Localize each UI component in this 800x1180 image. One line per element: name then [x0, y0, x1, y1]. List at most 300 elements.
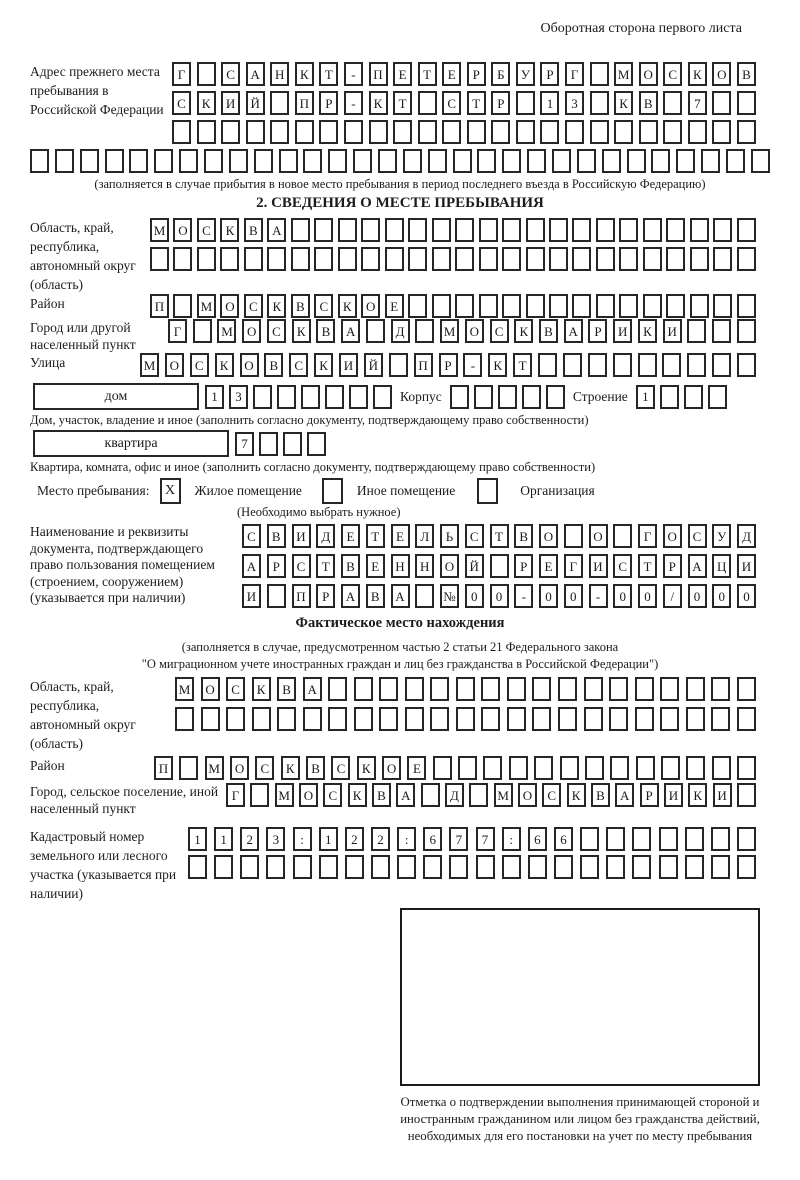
- char-box[interactable]: Е: [391, 524, 410, 548]
- char-box[interactable]: Т: [366, 524, 385, 548]
- char-box[interactable]: М: [205, 756, 224, 780]
- char-box[interactable]: У: [516, 62, 535, 86]
- char-box[interactable]: [129, 149, 148, 173]
- char-box[interactable]: [379, 677, 398, 701]
- char-box[interactable]: [418, 91, 437, 115]
- char-box[interactable]: С: [289, 353, 308, 377]
- char-box[interactable]: [179, 149, 198, 173]
- char-box[interactable]: [204, 149, 223, 173]
- char-box[interactable]: [711, 707, 730, 731]
- char-box[interactable]: [270, 120, 289, 144]
- char-box[interactable]: [737, 247, 756, 271]
- char-box[interactable]: [662, 353, 681, 377]
- char-box[interactable]: [175, 707, 194, 731]
- char-box[interactable]: У: [712, 524, 731, 548]
- char-box[interactable]: В: [341, 554, 360, 578]
- char-box[interactable]: 0: [564, 584, 583, 608]
- char-box[interactable]: [458, 756, 477, 780]
- char-box[interactable]: М: [275, 783, 294, 807]
- char-box[interactable]: [483, 756, 502, 780]
- char-box[interactable]: Т: [316, 554, 335, 578]
- char-box[interactable]: С: [226, 677, 245, 701]
- char-box[interactable]: [613, 353, 632, 377]
- char-box[interactable]: [661, 756, 680, 780]
- char-box[interactable]: М: [217, 319, 236, 343]
- char-box[interactable]: Е: [385, 294, 404, 318]
- char-box[interactable]: [455, 218, 474, 242]
- char-box[interactable]: [173, 294, 192, 318]
- char-box[interactable]: [708, 385, 727, 409]
- char-box[interactable]: [538, 353, 557, 377]
- char-box[interactable]: [481, 677, 500, 701]
- char-box[interactable]: Т: [638, 554, 657, 578]
- char-box[interactable]: О: [299, 783, 318, 807]
- char-box[interactable]: С: [613, 554, 632, 578]
- char-box[interactable]: [253, 385, 272, 409]
- char-box[interactable]: [643, 218, 662, 242]
- char-box[interactable]: 1: [319, 827, 338, 851]
- char-box[interactable]: [353, 149, 372, 173]
- char-box[interactable]: [430, 707, 449, 731]
- char-box[interactable]: [526, 247, 545, 271]
- char-box[interactable]: [266, 855, 285, 879]
- char-box[interactable]: [229, 149, 248, 173]
- char-box[interactable]: А: [303, 677, 322, 701]
- char-box[interactable]: [366, 319, 385, 343]
- char-box[interactable]: [393, 120, 412, 144]
- stay-checkbox-organization[interactable]: [477, 478, 498, 504]
- char-box[interactable]: Е: [366, 554, 385, 578]
- char-box[interactable]: П: [292, 584, 311, 608]
- char-box[interactable]: М: [140, 353, 159, 377]
- char-box[interactable]: [613, 524, 632, 548]
- char-box[interactable]: [277, 385, 296, 409]
- char-box[interactable]: [660, 677, 679, 701]
- char-box[interactable]: [687, 319, 706, 343]
- char-box[interactable]: [737, 783, 756, 807]
- char-box[interactable]: Д: [445, 783, 464, 807]
- char-box[interactable]: Е: [539, 554, 558, 578]
- char-box[interactable]: [602, 149, 621, 173]
- char-box[interactable]: С: [314, 294, 333, 318]
- char-box[interactable]: Е: [393, 62, 412, 86]
- char-box[interactable]: [666, 218, 685, 242]
- char-box[interactable]: [737, 91, 756, 115]
- char-box[interactable]: [660, 707, 679, 731]
- char-box[interactable]: [197, 120, 216, 144]
- char-box[interactable]: [684, 385, 703, 409]
- char-box[interactable]: С: [244, 294, 263, 318]
- char-box[interactable]: [711, 855, 730, 879]
- char-box[interactable]: Р: [467, 62, 486, 86]
- char-box[interactable]: Р: [514, 554, 533, 578]
- char-box[interactable]: [371, 855, 390, 879]
- char-box[interactable]: :: [397, 827, 416, 851]
- char-box[interactable]: И: [663, 319, 682, 343]
- char-box[interactable]: [201, 707, 220, 731]
- char-box[interactable]: К: [295, 62, 314, 86]
- char-box[interactable]: [456, 677, 475, 701]
- char-box[interactable]: [220, 247, 239, 271]
- char-box[interactable]: [712, 756, 731, 780]
- char-box[interactable]: [635, 707, 654, 731]
- char-box[interactable]: Р: [588, 319, 607, 343]
- char-box[interactable]: [361, 218, 380, 242]
- char-box[interactable]: [240, 855, 259, 879]
- char-box[interactable]: О: [201, 677, 220, 701]
- char-box[interactable]: [455, 247, 474, 271]
- char-box[interactable]: [467, 120, 486, 144]
- char-box[interactable]: [639, 120, 658, 144]
- char-box[interactable]: К: [197, 91, 216, 115]
- char-box[interactable]: [516, 120, 535, 144]
- char-box[interactable]: [737, 855, 756, 879]
- char-box[interactable]: [596, 294, 615, 318]
- char-box[interactable]: К: [220, 218, 239, 242]
- char-box[interactable]: [267, 247, 286, 271]
- char-box[interactable]: [172, 120, 191, 144]
- char-box[interactable]: [577, 149, 596, 173]
- char-box[interactable]: [453, 149, 472, 173]
- char-box[interactable]: К: [638, 319, 657, 343]
- char-box[interactable]: П: [369, 62, 388, 86]
- char-box[interactable]: О: [465, 319, 484, 343]
- char-box[interactable]: Д: [391, 319, 410, 343]
- char-box[interactable]: [254, 149, 273, 173]
- char-box[interactable]: [711, 827, 730, 851]
- char-box[interactable]: [690, 294, 709, 318]
- char-box[interactable]: [214, 855, 233, 879]
- char-box[interactable]: [279, 149, 298, 173]
- char-box[interactable]: [403, 149, 422, 173]
- char-box[interactable]: [408, 294, 427, 318]
- char-box[interactable]: [405, 677, 424, 701]
- char-box[interactable]: О: [712, 62, 731, 86]
- char-box[interactable]: [737, 294, 756, 318]
- char-box[interactable]: [502, 218, 521, 242]
- char-box[interactable]: [507, 677, 526, 701]
- char-box[interactable]: [250, 783, 269, 807]
- char-box[interactable]: Д: [737, 524, 756, 548]
- char-box[interactable]: С: [242, 524, 261, 548]
- char-box[interactable]: [690, 247, 709, 271]
- char-box[interactable]: [405, 707, 424, 731]
- char-box[interactable]: [197, 62, 216, 86]
- char-box[interactable]: С: [323, 783, 342, 807]
- char-box[interactable]: [737, 353, 756, 377]
- char-box[interactable]: [449, 855, 468, 879]
- char-box[interactable]: Г: [226, 783, 245, 807]
- char-box[interactable]: [619, 247, 638, 271]
- char-box[interactable]: -: [463, 353, 482, 377]
- char-box[interactable]: [526, 218, 545, 242]
- char-box[interactable]: В: [737, 62, 756, 86]
- char-box[interactable]: [610, 756, 629, 780]
- char-box[interactable]: 0: [737, 584, 756, 608]
- char-box[interactable]: [532, 707, 551, 731]
- char-box[interactable]: Е: [442, 62, 461, 86]
- char-box[interactable]: 2: [371, 827, 390, 851]
- char-box[interactable]: [614, 120, 633, 144]
- char-box[interactable]: [221, 120, 240, 144]
- char-box[interactable]: К: [281, 756, 300, 780]
- char-box[interactable]: -: [589, 584, 608, 608]
- char-box[interactable]: С: [490, 319, 509, 343]
- char-box[interactable]: [638, 353, 657, 377]
- char-box[interactable]: [609, 677, 628, 701]
- char-box[interactable]: [663, 120, 682, 144]
- char-box[interactable]: [596, 247, 615, 271]
- char-box[interactable]: [344, 120, 363, 144]
- char-box[interactable]: 0: [539, 584, 558, 608]
- char-box[interactable]: [361, 247, 380, 271]
- char-box[interactable]: 3: [565, 91, 584, 115]
- char-box[interactable]: [450, 385, 469, 409]
- char-box[interactable]: [408, 218, 427, 242]
- char-box[interactable]: [378, 149, 397, 173]
- char-box[interactable]: [632, 827, 651, 851]
- char-box[interactable]: [713, 294, 732, 318]
- char-box[interactable]: [686, 756, 705, 780]
- char-box[interactable]: 1: [214, 827, 233, 851]
- char-box[interactable]: [498, 385, 517, 409]
- char-box[interactable]: [301, 385, 320, 409]
- char-box[interactable]: Н: [270, 62, 289, 86]
- char-box[interactable]: 1: [205, 385, 224, 409]
- char-box[interactable]: [558, 707, 577, 731]
- char-box[interactable]: К: [567, 783, 586, 807]
- char-box[interactable]: А: [391, 584, 410, 608]
- char-box[interactable]: С: [221, 62, 240, 86]
- char-box[interactable]: [479, 218, 498, 242]
- char-box[interactable]: [580, 827, 599, 851]
- char-box[interactable]: [643, 294, 662, 318]
- char-box[interactable]: [596, 218, 615, 242]
- char-box[interactable]: В: [316, 319, 335, 343]
- char-box[interactable]: [293, 855, 312, 879]
- char-box[interactable]: [319, 120, 338, 144]
- char-box[interactable]: 2: [345, 827, 364, 851]
- char-box[interactable]: И: [589, 554, 608, 578]
- char-box[interactable]: В: [539, 319, 558, 343]
- char-box[interactable]: Р: [640, 783, 659, 807]
- char-box[interactable]: 0: [490, 584, 509, 608]
- char-box[interactable]: [455, 294, 474, 318]
- char-box[interactable]: [737, 756, 756, 780]
- char-box[interactable]: [432, 294, 451, 318]
- char-box[interactable]: М: [197, 294, 216, 318]
- char-box[interactable]: Р: [316, 584, 335, 608]
- char-box[interactable]: [701, 149, 720, 173]
- char-box[interactable]: [328, 677, 347, 701]
- char-box[interactable]: И: [242, 584, 261, 608]
- char-box[interactable]: -: [344, 62, 363, 86]
- char-box[interactable]: [369, 120, 388, 144]
- char-box[interactable]: [584, 707, 603, 731]
- char-box[interactable]: [385, 247, 404, 271]
- char-box[interactable]: К: [357, 756, 376, 780]
- char-box[interactable]: [659, 855, 678, 879]
- char-box[interactable]: О: [663, 524, 682, 548]
- char-box[interactable]: А: [246, 62, 265, 86]
- char-box[interactable]: [267, 584, 286, 608]
- char-box[interactable]: [491, 120, 510, 144]
- char-box[interactable]: [549, 294, 568, 318]
- char-box[interactable]: [712, 319, 731, 343]
- char-box[interactable]: [635, 677, 654, 701]
- char-box[interactable]: [585, 756, 604, 780]
- char-box[interactable]: Н: [415, 554, 434, 578]
- char-box[interactable]: [442, 120, 461, 144]
- char-box[interactable]: [643, 247, 662, 271]
- char-box[interactable]: М: [175, 677, 194, 701]
- char-box[interactable]: 6: [554, 827, 573, 851]
- char-box[interactable]: 3: [229, 385, 248, 409]
- char-box[interactable]: [423, 855, 442, 879]
- char-box[interactable]: №: [440, 584, 459, 608]
- char-box[interactable]: -: [344, 91, 363, 115]
- char-box[interactable]: [552, 149, 571, 173]
- char-box[interactable]: М: [150, 218, 169, 242]
- char-box[interactable]: М: [494, 783, 513, 807]
- stay-checkbox-other-premises[interactable]: [322, 478, 343, 504]
- char-box[interactable]: [676, 149, 695, 173]
- char-box[interactable]: [259, 432, 278, 456]
- char-box[interactable]: [30, 149, 49, 173]
- char-box[interactable]: [713, 247, 732, 271]
- char-box[interactable]: 7: [688, 91, 707, 115]
- char-box[interactable]: [686, 707, 705, 731]
- char-box[interactable]: К: [514, 319, 533, 343]
- char-box[interactable]: 0: [638, 584, 657, 608]
- char-box[interactable]: [549, 218, 568, 242]
- char-box[interactable]: [373, 385, 392, 409]
- char-box[interactable]: [283, 432, 302, 456]
- char-box[interactable]: К: [688, 783, 707, 807]
- char-box[interactable]: [345, 855, 364, 879]
- char-box[interactable]: С: [663, 62, 682, 86]
- char-box[interactable]: О: [230, 756, 249, 780]
- char-box[interactable]: [188, 855, 207, 879]
- char-box[interactable]: 2: [240, 827, 259, 851]
- char-box[interactable]: 0: [712, 584, 731, 608]
- char-box[interactable]: [303, 707, 322, 731]
- char-box[interactable]: [619, 218, 638, 242]
- char-box[interactable]: С: [688, 524, 707, 548]
- char-box[interactable]: [554, 855, 573, 879]
- char-box[interactable]: О: [639, 62, 658, 86]
- char-box[interactable]: [560, 756, 579, 780]
- char-box[interactable]: [687, 353, 706, 377]
- char-box[interactable]: С: [465, 524, 484, 548]
- char-box[interactable]: [397, 855, 416, 879]
- char-box[interactable]: О: [382, 756, 401, 780]
- char-box[interactable]: [666, 294, 685, 318]
- char-box[interactable]: [563, 353, 582, 377]
- char-box[interactable]: К: [267, 294, 286, 318]
- char-box[interactable]: Е: [407, 756, 426, 780]
- char-box[interactable]: /: [663, 584, 682, 608]
- char-box[interactable]: М: [440, 319, 459, 343]
- char-box[interactable]: [565, 120, 584, 144]
- char-box[interactable]: Т: [513, 353, 532, 377]
- char-box[interactable]: Л: [415, 524, 434, 548]
- char-box[interactable]: А: [564, 319, 583, 343]
- char-box[interactable]: 3: [266, 827, 285, 851]
- char-box[interactable]: [338, 218, 357, 242]
- char-box[interactable]: [685, 827, 704, 851]
- char-box[interactable]: [580, 855, 599, 879]
- char-box[interactable]: [712, 120, 731, 144]
- char-box[interactable]: В: [591, 783, 610, 807]
- char-box[interactable]: [415, 319, 434, 343]
- char-box[interactable]: [737, 827, 756, 851]
- char-box[interactable]: [328, 707, 347, 731]
- char-box[interactable]: [737, 707, 756, 731]
- char-box[interactable]: [456, 707, 475, 731]
- char-box[interactable]: [712, 353, 731, 377]
- char-box[interactable]: С: [172, 91, 191, 115]
- char-box[interactable]: О: [589, 524, 608, 548]
- char-box[interactable]: 6: [423, 827, 442, 851]
- char-box[interactable]: [179, 756, 198, 780]
- char-box[interactable]: :: [502, 827, 521, 851]
- char-box[interactable]: К: [292, 319, 311, 343]
- char-box[interactable]: 1: [540, 91, 559, 115]
- char-box[interactable]: [354, 707, 373, 731]
- char-box[interactable]: [737, 218, 756, 242]
- char-box[interactable]: Й: [364, 353, 383, 377]
- char-box[interactable]: Й: [465, 554, 484, 578]
- char-box[interactable]: Г: [564, 554, 583, 578]
- char-box[interactable]: [490, 554, 509, 578]
- char-box[interactable]: [690, 218, 709, 242]
- char-box[interactable]: Р: [267, 554, 286, 578]
- char-box[interactable]: [627, 149, 646, 173]
- char-box[interactable]: [314, 218, 333, 242]
- char-box[interactable]: Г: [168, 319, 187, 343]
- char-box[interactable]: [526, 294, 545, 318]
- char-box[interactable]: [476, 855, 495, 879]
- char-box[interactable]: Г: [172, 62, 191, 86]
- char-box[interactable]: [197, 247, 216, 271]
- char-box[interactable]: [572, 218, 591, 242]
- char-box[interactable]: [651, 149, 670, 173]
- char-box[interactable]: [502, 855, 521, 879]
- char-box[interactable]: 0: [613, 584, 632, 608]
- char-box[interactable]: [291, 218, 310, 242]
- char-box[interactable]: В: [267, 524, 286, 548]
- char-box[interactable]: [270, 91, 289, 115]
- char-box[interactable]: [540, 120, 559, 144]
- char-box[interactable]: Т: [393, 91, 412, 115]
- char-box[interactable]: [291, 247, 310, 271]
- char-box[interactable]: К: [348, 783, 367, 807]
- char-box[interactable]: [354, 677, 373, 701]
- char-box[interactable]: [713, 218, 732, 242]
- char-box[interactable]: К: [488, 353, 507, 377]
- char-box[interactable]: В: [372, 783, 391, 807]
- char-box[interactable]: Г: [638, 524, 657, 548]
- char-box[interactable]: [246, 120, 265, 144]
- char-box[interactable]: К: [215, 353, 234, 377]
- char-box[interactable]: [572, 294, 591, 318]
- char-box[interactable]: Р: [491, 91, 510, 115]
- char-box[interactable]: К: [369, 91, 388, 115]
- char-box[interactable]: Н: [391, 554, 410, 578]
- char-box[interactable]: [726, 149, 745, 173]
- char-box[interactable]: С: [542, 783, 561, 807]
